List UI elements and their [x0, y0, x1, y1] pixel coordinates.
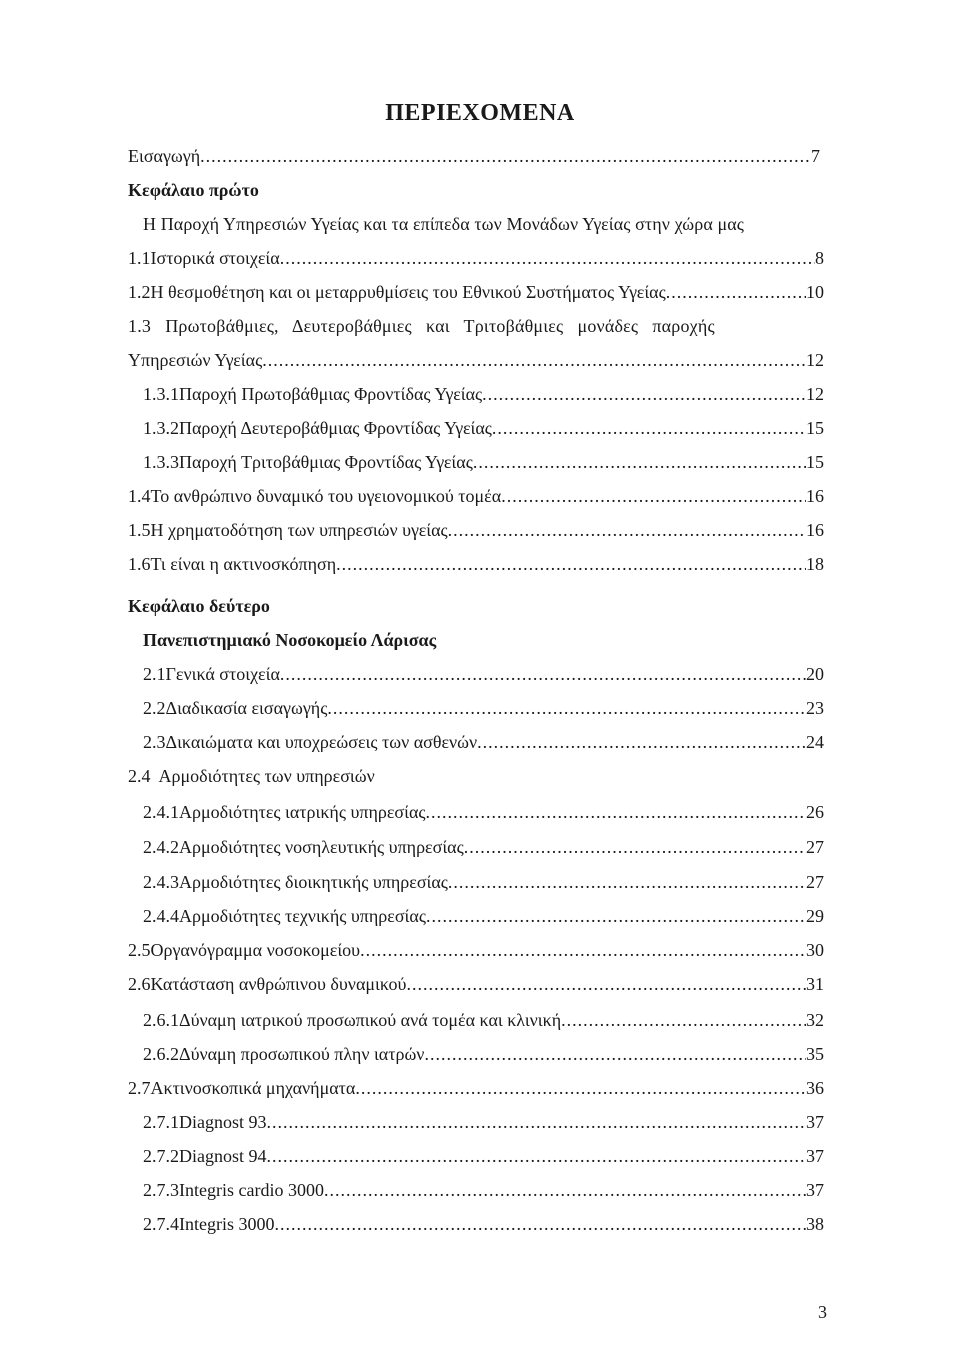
toc-number: 2.6.2: [143, 1044, 179, 1064]
toc-number: 1.3.2: [143, 418, 179, 438]
toc-entry-2-4-1: [143, 799, 824, 825]
toc-label: Ιστορικά στοιχεία: [150, 248, 280, 268]
toc-number: 2.6: [128, 974, 151, 994]
toc-page: 26: [806, 802, 824, 822]
toc-page: 24: [806, 732, 824, 752]
toc-leader: [324, 1177, 806, 1203]
toc-number: 1.4: [128, 486, 151, 506]
toc-entry-2-7-3: [143, 1177, 824, 1203]
toc-leader: [406, 971, 806, 997]
toc-leader: [473, 449, 806, 475]
toc-entry-2-6-2: [143, 1041, 824, 1067]
toc-label: Η χρηματοδότηση των υπηρεσιών υγείας: [150, 520, 448, 540]
toc-number: 2.4.4: [143, 906, 179, 926]
toc-leader: [426, 903, 806, 929]
chapter-heading-2: Κεφάλαιο δεύτερο: [128, 596, 270, 616]
toc-label: Αρμοδιότητες τεχνικής υπηρεσίας: [179, 906, 426, 926]
toc-leader: [492, 415, 806, 441]
toc-label: Δικαιώματα και υποχρεώσεις των ασθενών: [165, 732, 478, 752]
toc-leader: [448, 517, 806, 543]
toc-entry-2-1: [143, 661, 824, 687]
toc-entry-1-4: [128, 483, 824, 509]
toc-page: 36: [806, 1078, 824, 1098]
toc-number: 2.7.2: [143, 1146, 179, 1166]
toc-page: 27: [806, 837, 824, 857]
toc-leader: [280, 661, 806, 687]
toc-label: Η θεσμοθέτηση και οι μεταρρυθμίσεις του Εθνικού Συστήματος Υγείας: [150, 282, 666, 302]
toc-number: 1.3.3: [143, 452, 179, 472]
toc-number: 2.6.1: [143, 1010, 179, 1030]
toc-leader: [448, 869, 806, 895]
toc-number: 2.7: [128, 1078, 151, 1098]
toc-entry-2-7-4: [143, 1211, 824, 1237]
toc-label: Δύναμη ιατρικού προσωπικού ανά τομέα και κλινική: [179, 1010, 562, 1030]
toc-leader: [327, 695, 806, 721]
toc-number: 2.1: [143, 664, 166, 684]
toc-page: 7: [811, 146, 820, 166]
toc-entry-2-3: [143, 729, 824, 755]
toc-page: 30: [806, 940, 824, 960]
toc-page: 12: [806, 384, 824, 404]
toc-number: 2.7.4: [143, 1214, 179, 1234]
toc-label: Παροχή Πρωτοβάθμιας Φροντίδας Υγείας: [179, 384, 483, 404]
toc-entry-1-2: [128, 279, 824, 305]
toc-number: 2.3: [143, 732, 166, 752]
toc-entry-2-5: [128, 937, 824, 963]
toc-leader: [267, 1143, 807, 1169]
toc-page: 32: [806, 1010, 824, 1030]
toc-number: 1.6: [128, 554, 151, 574]
toc-label: Κατάσταση ανθρώπινου δυναμικού: [150, 974, 407, 994]
toc-label: Γενικά στοιχεία: [165, 664, 280, 684]
toc-label: Diagnost 93: [179, 1112, 267, 1132]
toc-entry-2-4-4: [143, 903, 824, 929]
toc-label: Diagnost 94: [179, 1146, 267, 1166]
toc-page: 20: [806, 664, 824, 684]
toc-label: Δύναμη προσωπικού πλην ιατρών: [179, 1044, 425, 1064]
toc-entry-2-2: [143, 695, 824, 721]
toc-number: 2.7.1: [143, 1112, 179, 1132]
toc-leader: [336, 551, 806, 577]
toc-page: 23: [806, 698, 824, 718]
toc-label: Εισαγωγή: [128, 146, 201, 166]
toc-number: 2.7.3: [143, 1180, 179, 1200]
toc-leader: [424, 1041, 806, 1067]
toc-page: 10: [806, 282, 824, 302]
toc-label: Διαδικασία εισαγωγής: [165, 698, 328, 718]
toc-page: 35: [806, 1044, 824, 1064]
toc-entry-2-7: [128, 1075, 824, 1101]
toc-label: Integris 3000: [179, 1214, 275, 1234]
toc-page: 37: [806, 1180, 824, 1200]
toc-leader: [355, 1075, 806, 1101]
toc-label: Integris cardio 3000: [179, 1180, 324, 1200]
toc-leader: [561, 1007, 806, 1033]
toc-entry-1-3-3: [143, 449, 824, 475]
toc-leader: [360, 937, 806, 963]
toc-leader: [262, 347, 806, 373]
toc-page: 15: [806, 418, 824, 438]
toc-label: Παροχή Τριτοβάθμιας Φροντίδας Υγείας: [179, 452, 473, 472]
toc-leader: [274, 1211, 806, 1237]
toc-label: Ακτινοσκοπικά μηχανήματα: [150, 1078, 356, 1098]
toc-number: 2.5: [128, 940, 151, 960]
toc-page: 27: [806, 872, 824, 892]
toc-label: Τι είναι η ακτινοσκόπηση: [150, 554, 337, 574]
toc-leader: [426, 799, 806, 825]
toc-entry-1-5: [128, 517, 824, 543]
toc-entry-2-4-3: [143, 869, 824, 895]
toc-leader: [280, 245, 815, 271]
toc-entry-1-6: [128, 551, 824, 577]
toc-number: 2.4.1: [143, 802, 179, 822]
chapter-subtitle-1: Η Παροχή Υπηρεσιών Υγείας και τα επίπεδα των Μονάδων Υγείας στην χώρα μας: [143, 214, 744, 234]
chapter-heading-1: Κεφάλαιο πρώτο: [128, 180, 259, 200]
toc-page: 16: [806, 520, 824, 540]
chapter-subtitle-2: Πανεπιστημιακό Νοσοκομείο Λάρισας: [143, 630, 437, 650]
toc-entry-1-3: [128, 347, 824, 373]
toc-entry-1-1: [128, 245, 824, 271]
page-number: 3: [818, 1302, 827, 1322]
toc-entry-1-3-1: [143, 381, 824, 407]
toc-entry-2-4: 2.4 Αρμοδιότητες των υπηρεσιών: [128, 766, 375, 786]
toc-leader: [477, 729, 806, 755]
toc-leader: [501, 483, 806, 509]
toc-page: 16: [806, 486, 824, 506]
toc-label: Οργανόγραμμα νοσοκομείου: [150, 940, 361, 960]
toc-page: 29: [806, 906, 824, 926]
toc-leader: [666, 279, 806, 305]
toc-label: Υπηρεσιών Υγείας: [128, 350, 263, 370]
toc-entry-1-3-2: [143, 415, 824, 441]
toc-page: 15: [806, 452, 824, 472]
toc-number: 2.2: [143, 698, 166, 718]
toc-page: 37: [806, 1112, 824, 1132]
toc-page: 31: [806, 974, 824, 994]
toc-label: Αρμοδιότητες νοσηλευτικής υπηρεσίας: [179, 837, 464, 857]
toc-label: Αρμοδιότητες ιατρικής υπηρεσίας: [179, 802, 426, 822]
toc-number: 1.2: [128, 282, 151, 302]
toc-page: 38: [806, 1214, 824, 1234]
toc-leader: [267, 1109, 807, 1135]
toc-label: Το ανθρώπινο δυναμικό του υγειονομικού τομέα: [150, 486, 502, 506]
toc-page: 18: [806, 554, 824, 574]
page-title: ΠΕΡΙΕΧΟΜΕΝΑ: [385, 100, 575, 126]
toc-label: Αρμοδιότητες διοικητικής υπηρεσίας: [179, 872, 448, 892]
toc-leader: [464, 834, 806, 860]
toc-entry-1-3-line1: 1.3 Πρωτοβάθμιες, Δευτεροβάθμιες και Τριτοβάθμιες μονάδες παροχής: [128, 316, 715, 336]
toc-entry-intro: [128, 143, 820, 169]
toc-entry-2-6: [128, 971, 824, 997]
toc-entry-2-7-1: [143, 1109, 824, 1135]
toc-page: 12: [806, 350, 824, 370]
toc-entry-2-4-2: [143, 834, 824, 860]
toc-page: 8: [815, 248, 824, 268]
toc-number: 2.4.3: [143, 872, 179, 892]
toc-number: 1.3.1: [143, 384, 179, 404]
toc-entry-2-6-1: [143, 1007, 824, 1033]
toc-number: 1.1: [128, 248, 151, 268]
toc-number: 2.4.2: [143, 837, 179, 857]
toc-page: 37: [806, 1146, 824, 1166]
toc-number: 1.5: [128, 520, 151, 540]
toc-label: Παροχή Δευτεροβάθμιας Φροντίδας Υγείας: [179, 418, 492, 438]
toc-leader: [482, 381, 806, 407]
toc-leader: [200, 143, 811, 169]
toc-entry-2-7-2: [143, 1143, 824, 1169]
